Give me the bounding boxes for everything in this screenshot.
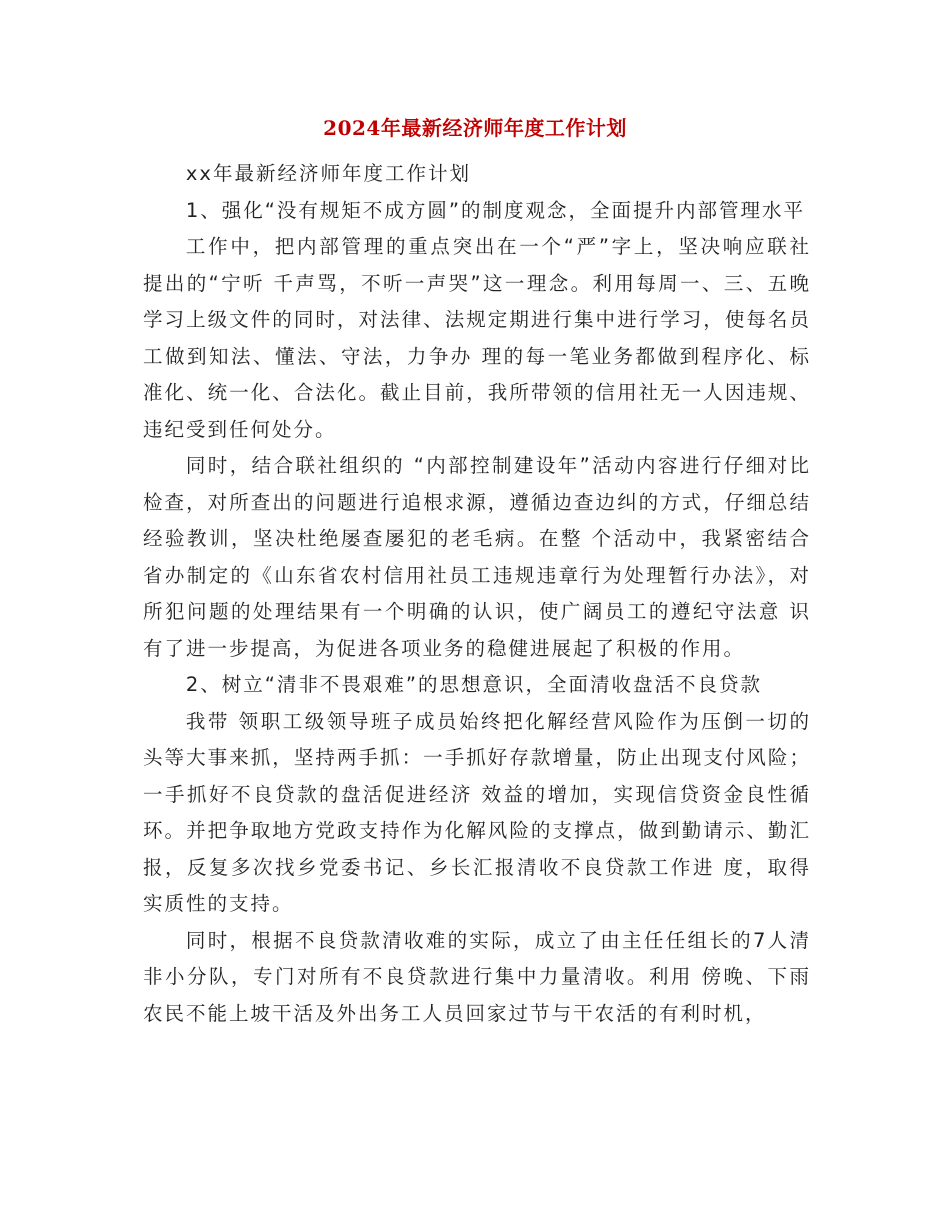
- paragraph: 同时，结合联社组织的 “内部控制建设年”活动内容进行仔细对比检查，对所查出的问题进行追根求源，遵循边查边纠的方式，仔细总结经验教训，坚决杜绝屡查屡犯的老毛病。在整 个活动中，我紧密结合省办制定的《山东省农村信用社员工违规违章行为处理暂行办法》，对所犯问题的处理结果有一个明确的认识，使广阔员工的遵纪守法意 识有了进一步提高，为促进各项业务的稳健进展起了积极的作用。: [143, 454, 811, 660]
- paragraph-section-2-heading: 2、树立“清非不畏艰难”的思想意识，全面清收盘活不良贷款: [185, 673, 763, 696]
- paragraph: 我带 领职工级领导班子成员始终把化解经营风险作为压倒一切的头等大事来抓，坚持两手抓：一手抓好存款增量，防止出现支付风险；一手抓好不良贷款的盘活促进经济 效益的增加，实现信贷资金良性循环。并把争取地方党政支持作为化解风险的支撑点，做到勤请示、勤汇报，反复多次找乡党委书记、乡长汇报清收不良贷款工作进 度，取得实质性的支持。: [143, 709, 811, 915]
- document-body: [143, 156, 811, 1032]
- paragraph: 同时，根据不良贷款清收难的实际，成立了由主任任组长的7人清非小分队，专门对所有不良贷款进行集中力量清收。利用 傍晚、下雨农民不能上坡干活及外出务工人员回家过节与干农活的有利时机，: [143, 928, 811, 1025]
- paragraph-subtitle: xx年最新经济师年度工作计划: [185, 162, 471, 185]
- paragraph-section-1-heading: 1、强化“没有规矩不成方圆”的制度观念，全面提升内部管理水平: [185, 198, 806, 222]
- paragraph: 工作中，把内部管理的重点突出在一个“严”字上，坚决响应联社提出的“宁听 千声骂，不听一声哭”这一理念。利用每周一、三、五晚学习上级文件的同时，对法律、法规定期进行集中进行学习，使每名员工做到知法、懂法、守法，力争办 理的每一笔业务都做到程序化、标准化、统一化、合法化。截止目前，我所带领的信用社无一人因违规、违纪受到任何处分。: [143, 235, 811, 441]
- document-title: 2024年最新经济师年度工作计划: [323, 116, 627, 140]
